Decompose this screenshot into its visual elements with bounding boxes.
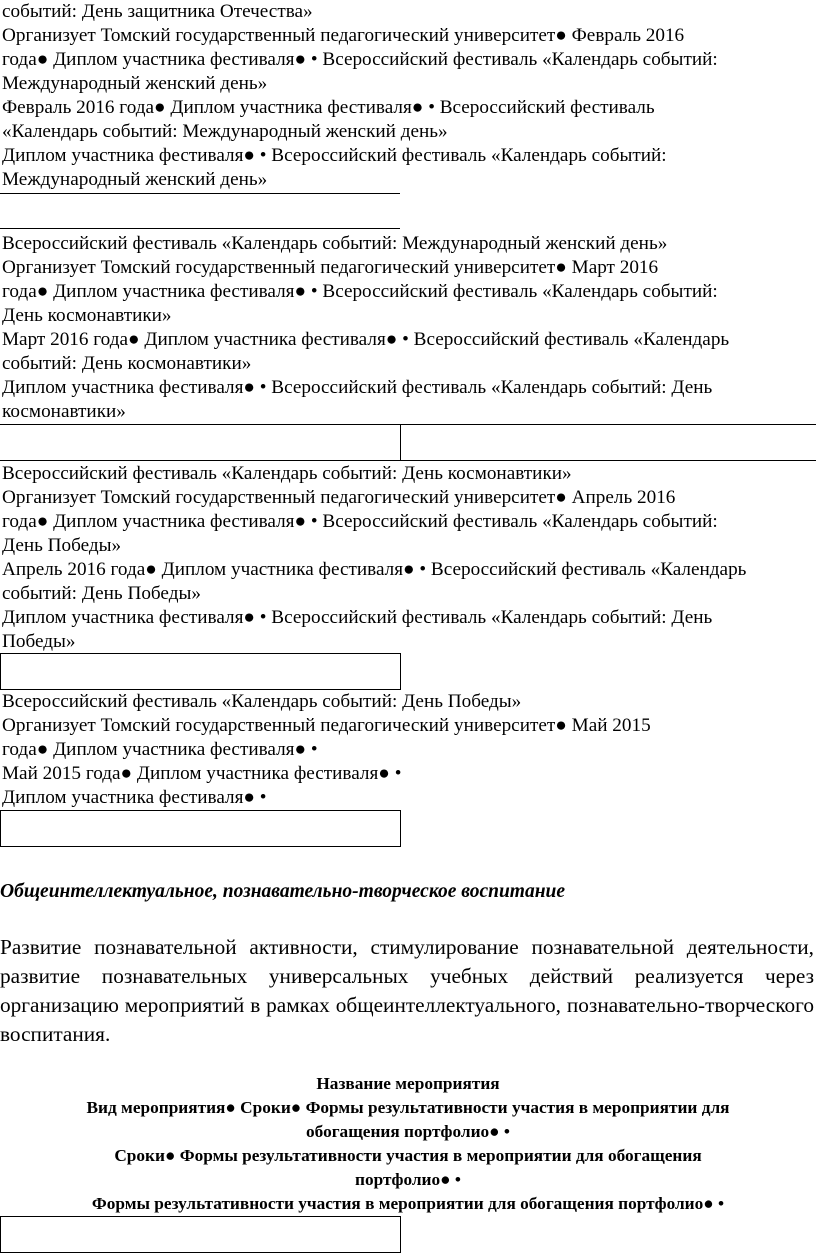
divider (0, 193, 400, 194)
table-border (0, 460, 816, 461)
text-line: года● Диплом участника фестиваля● • (2, 739, 318, 760)
text-line: Международный женский день» (2, 169, 268, 190)
table-border (0, 424, 816, 425)
table-cell (0, 653, 401, 690)
table-header-line: Формы результативности участия в мероприятии для обогащения портфолио● • (91, 1194, 725, 1213)
table-cell (0, 810, 401, 847)
table-header-line: портфолио● • (355, 1170, 461, 1189)
text-line: года● Диплом участника фестиваля● • Всероссийский фестиваль «Календарь событий: (2, 511, 718, 532)
text-line: Организует Томский государственный педагогический университет● Май 2015 (2, 715, 651, 736)
table-header-line: Название мероприятия (316, 1074, 500, 1093)
text-line: Международный женский день» (2, 73, 268, 94)
text-line: Май 2015 года● Диплом участника фестиваля● • (2, 763, 402, 784)
text-line: событий: День космонавтики» (2, 353, 252, 374)
text-line: космонавтики» (2, 401, 126, 422)
text-line: Апрель 2016 года● Диплом участника фестиваля● • Всероссийский фестиваль «Календарь (2, 559, 747, 580)
text-line: года● Диплом участника фестиваля● • Всероссийский фестиваль «Календарь событий: (2, 281, 718, 302)
table-header-line: обогащения портфолио● • (306, 1122, 510, 1141)
text-line: событий: День Победы» (2, 583, 201, 604)
text-line: Диплом участника фестиваля● • Всероссийский фестиваль «Календарь событий: День (2, 607, 713, 628)
text-line: Организует Томский государственный педагогический университет● Апрель 2016 (2, 487, 676, 508)
text-line: Всероссийский фестиваль «Календарь событий: День Победы» (2, 691, 522, 712)
text-line: День Победы» (2, 535, 122, 556)
text-line: событий: День защитника Отечества» (2, 1, 313, 22)
text-line: года● Диплом участника фестиваля● • Всероссийский фестиваль «Календарь событий: (2, 49, 718, 70)
table-border (400, 424, 401, 460)
text-line: Организует Томский государственный педагогический университет● Февраль 2016 (2, 25, 685, 46)
text-line: Победы» (2, 631, 76, 652)
text-line: Всероссийский фестиваль «Календарь событий: День космонавтики» (2, 463, 572, 484)
table-header-line: Вид мероприятия● Сроки● Формы результативности участия в мероприятии для (86, 1098, 730, 1117)
text-line: Диплом участника фестиваля● • Всероссийский фестиваль «Календарь событий: (2, 145, 667, 166)
text-line: Февраль 2016 года● Диплом участника фестиваля● • Всероссийский фестиваль (2, 97, 655, 118)
text-line: Март 2016 года● Диплом участника фестиваля● • Всероссийский фестиваль «Календарь (2, 329, 730, 350)
section-heading: Общеинтеллектуальное, познавательно-творческое воспитание (0, 881, 566, 902)
table-header-line: Сроки● Формы результативности участия в мероприятии для обогащения (114, 1146, 702, 1165)
text-line: День космонавтики» (2, 305, 172, 326)
body-paragraph: Развитие познавательной активности, стимулирование познавательной деятельности, развитие познавательных универсальных учебных действий реализуется через организацию мероприятий в рамках общеинтеллектуального, познавательно-творческого воспитания. (0, 935, 814, 1046)
text-line: Всероссийский фестиваль «Календарь событий: Международный женский день» (2, 233, 668, 254)
text-line: Диплом участника фестиваля● • (2, 787, 267, 808)
divider (0, 228, 400, 229)
text-line: «Календарь событий: Международный женский день» (2, 121, 448, 142)
table-cell (0, 1216, 401, 1253)
text-line: Организует Томский государственный педагогический университет● Март 2016 (2, 257, 659, 278)
text-line: Диплом участника фестиваля● • Всероссийский фестиваль «Календарь событий: День (2, 377, 713, 398)
